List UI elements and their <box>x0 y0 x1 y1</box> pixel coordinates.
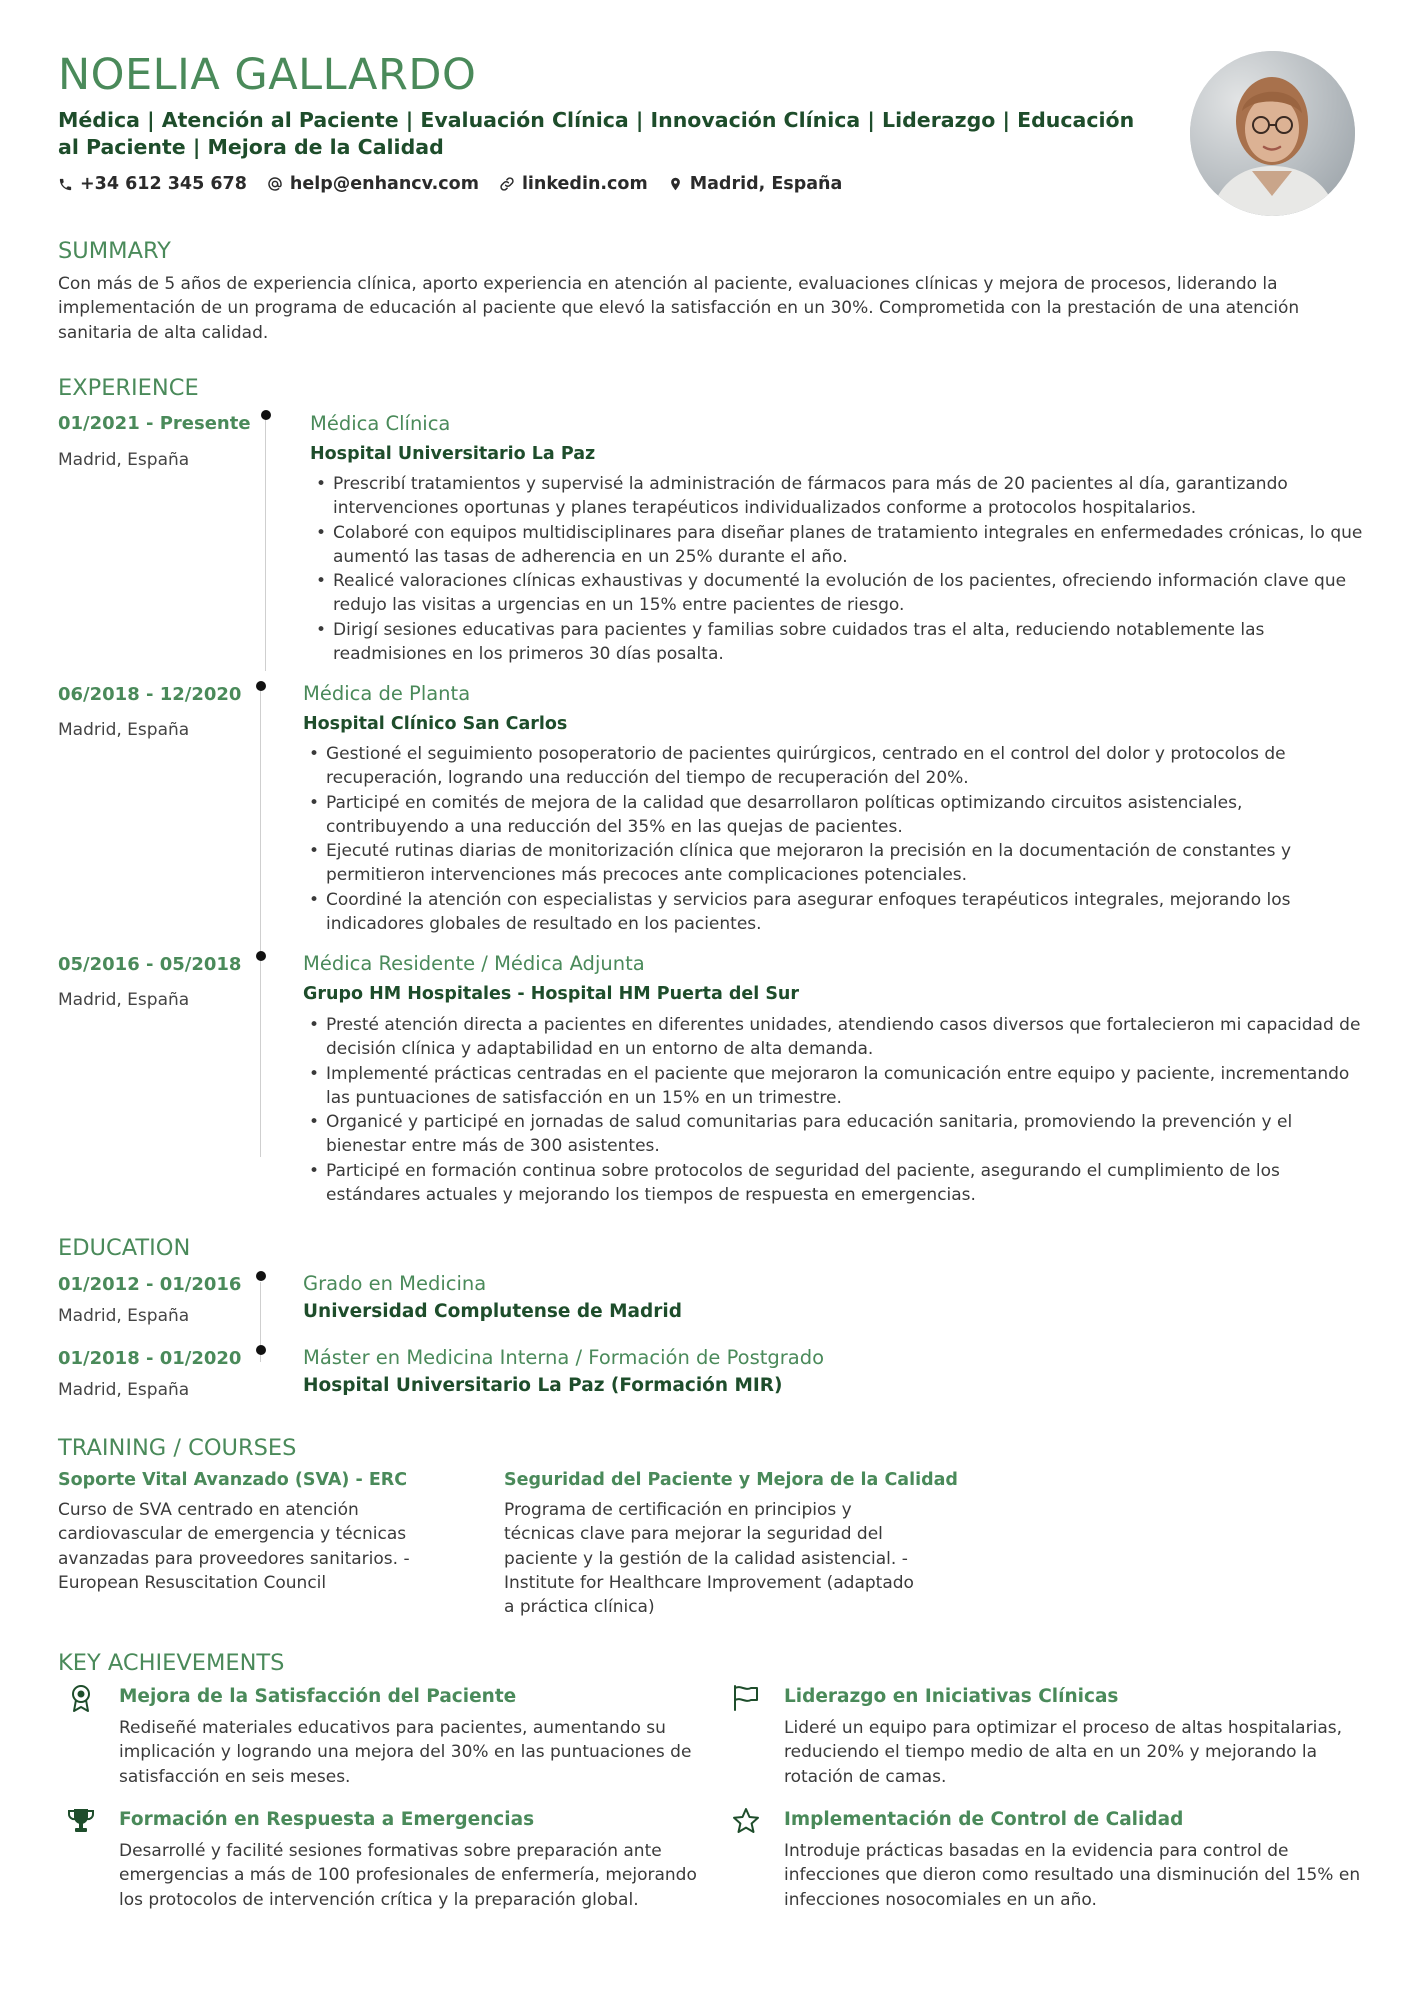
education-degree: Máster en Medicina Interna / Formación de Postgrado <box>303 1346 825 1369</box>
timeline-dot <box>256 1345 266 1355</box>
achievement-description: Rediseñé materiales educativos para pacientes, aumentando su implicación y logrando una mejora del 30% en las puntuaciones de satisfacción en seis meses. <box>119 1718 692 1787</box>
timeline-dot <box>256 681 266 691</box>
contact-linkedin-text: linkedin.com <box>521 174 648 194</box>
summary-text: Con más de 5 años de experiencia clínica, aporto experiencia en atención al paciente, evaluaciones clínicas y mejora de procesos, liderando la implementación de un programa de educación al paciente que elevó la satisfacción en un 30%. Comprometida con la prestación de una atención sanitaria de alta calidad. <box>58 274 1300 343</box>
education-dates: 01/2012 - 01/2016 <box>58 1274 242 1295</box>
job-bullets <box>303 1013 1370 1207</box>
job-title: Médica de Planta <box>303 682 471 705</box>
trophy-icon <box>66 1806 96 1836</box>
list-item: • Implementé prácticas centradas en el paciente que mejoraron la comunicación entre equipo y paciente, incrementando las puntuaciones de satisfacción en un 15% en un trimestre. <box>303 1062 1370 1111</box>
job-location: Madrid, España <box>58 990 190 1010</box>
job-title: Médica Clínica <box>310 412 451 435</box>
location-pin-icon <box>668 176 683 192</box>
achievement-title: Mejora de la Satisfacción del Paciente <box>119 1686 517 1707</box>
list-item: • Realicé valoraciones clínicas exhaustivas y documenté la evolución de los pacientes, ofreciendo información clave que redujo las visitas a urgencias en un 15% entre pacientes de riesgo. <box>310 569 1370 618</box>
timeline-line <box>265 416 266 671</box>
contact-linkedin[interactable] <box>499 174 648 194</box>
list-item: • Organicé y participé en jornadas de salud comunitarias para educación sanitaria, promoviendo la prevención y el bienestar entre más de 300 asistentes. <box>303 1110 1370 1159</box>
achievement-description: Lideré un equipo para optimizar el proceso de altas hospitalarias, reduciendo el tiempo medio de alta en un 20% y mejorando la rotación de camas. <box>784 1718 1342 1787</box>
education-school: Hospital Universitario La Paz (Formación MIR) <box>303 1375 783 1396</box>
timeline-dot <box>261 410 271 420</box>
job-bullets <box>303 742 1370 936</box>
phone-icon <box>58 177 73 192</box>
course-title: Seguridad del Paciente y Mejora de la Calidad <box>504 1470 958 1490</box>
education-heading: EDUCATION <box>58 1235 191 1261</box>
award-icon <box>66 1683 96 1713</box>
job-dates: 05/2016 - 05/2018 <box>58 954 242 975</box>
achievement-title: Formación en Respuesta a Emergencias <box>119 1809 535 1830</box>
list-item: • Ejecuté rutinas diarias de monitorización clínica que mejoraron la precisión en la documentación de constantes y permitieron intervenciones más precoces ante complicaciones potenciales. <box>303 839 1370 888</box>
achievements-heading: KEY ACHIEVEMENTS <box>58 1650 285 1676</box>
headline: Médica | Atención al Paciente | Evaluación Clínica | Innovación Clínica | Liderazgo | Educación al Paciente | Mejora de la Calidad <box>58 108 1135 159</box>
contact-email-text: help@enhancv.com <box>289 174 479 194</box>
job-dates: 01/2021 - Presente <box>58 413 251 434</box>
timeline-dot <box>256 951 266 961</box>
summary-heading: SUMMARY <box>58 238 171 264</box>
timeline-line <box>260 686 261 956</box>
flag-icon <box>731 1683 761 1713</box>
list-item: • Participé en formación continua sobre protocolos de seguridad del paciente, asegurando el cumplimiento de los estándares actuales y mejorando los tiempos de respuesta en emergencias. <box>303 1159 1370 1208</box>
course-description: Curso de SVA centrado en atención cardiovascular de emergencia y técnicas avanzadas para proveedores sanitarios. - European Resuscitation Council <box>58 1500 410 1593</box>
job-location: Madrid, España <box>58 450 190 470</box>
list-item: • Participé en comités de mejora de la calidad que desarrollaron políticas optimizando circuitos asistenciales, contribuyendo a una reducción del 35% en las quejas de pacientes. <box>303 791 1370 840</box>
candidate-name: NOELIA GALLARDO <box>58 50 477 100</box>
timeline-dot <box>256 1271 266 1281</box>
list-item: • Gestioné el seguimiento posoperatorio de pacientes quirúrgicos, centrado en el control del dolor y protocolos de recuperación, logrando una reducción del tiempo de recuperación del 20%. <box>303 742 1370 791</box>
achievement-title: Implementación de Control de Calidad <box>784 1809 1184 1830</box>
education-location: Madrid, España <box>58 1380 190 1400</box>
list-item: • Coordiné la atención con especialistas y servicios para asegurar enfoques terapéuticos integrales, mejorando los indicadores globales de resultado en los pacientes. <box>303 888 1370 937</box>
profile-photo <box>1190 51 1355 216</box>
training-heading: TRAINING / COURSES <box>58 1435 297 1461</box>
contact-bar <box>58 174 842 194</box>
contact-email[interactable] <box>267 174 479 194</box>
list-item: • Prescribí tratamientos y supervisé la administración de fármacos para más de 20 pacientes al día, garantizando intervenciones oportunas y planes terapéuticos individualizados conforme a protocolos hospitalarios. <box>310 472 1370 521</box>
job-company: Hospital Universitario La Paz <box>310 444 596 464</box>
contact-location-text: Madrid, España <box>689 174 843 194</box>
course-description: Programa de certificación en principios y técnicas clave para mejorar la seguridad del paciente y la gestión de la calidad asistencial. - Institute for Healthcare Improvement (adaptado a práctica clínica) <box>504 1500 914 1618</box>
contact-phone-text: +34 612 345 678 <box>80 174 247 194</box>
list-item: • Presté atención directa a pacientes en diferentes unidades, atendiendo casos diversos que fortalecieron mi capacidad de decisión clínica y adaptabilidad en un entorno de alta demanda. <box>303 1013 1370 1062</box>
job-company: Grupo HM Hospitales - Hospital HM Puerta del Sur <box>303 984 800 1004</box>
course-title: Soporte Vital Avanzado (SVA) - ERC <box>58 1470 408 1490</box>
achievement-description: Introduje prácticas basadas en la evidencia para control de infecciones que dieron como resultado una disminución del 15% en infecciones nosocomiales en un año. <box>784 1841 1361 1910</box>
job-location: Madrid, España <box>58 720 190 740</box>
contact-phone <box>58 174 247 194</box>
education-location: Madrid, España <box>58 1306 190 1326</box>
job-company: Hospital Clínico San Carlos <box>303 714 568 734</box>
list-item: • Dirigí sesiones educativas para pacientes y familias sobre cuidados tras el alta, reduciendo notablemente las readmisiones en los primeros 30 días posalta. <box>310 618 1370 667</box>
contact-location <box>668 174 843 194</box>
education-school: Universidad Complutense de Madrid <box>303 1301 682 1322</box>
timeline-line <box>260 957 261 1157</box>
star-icon <box>731 1806 761 1836</box>
achievement-description: Desarrollé y facilité sesiones formativas sobre preparación ante emergencias a más de 100 profesionales de enfermería, mejorando los protocolos de intervención crítica y la preparación global. <box>119 1841 697 1910</box>
achievement-title: Liderazgo en Iniciativas Clínicas <box>784 1686 1119 1707</box>
job-title: Médica Residente / Médica Adjunta <box>303 952 645 975</box>
job-dates: 06/2018 - 12/2020 <box>58 684 242 705</box>
education-dates: 01/2018 - 01/2020 <box>58 1348 242 1369</box>
at-icon <box>267 176 283 192</box>
education-degree: Grado en Medicina <box>303 1272 487 1295</box>
list-item: • Colaboré con equipos multidisciplinares para diseñar planes de tratamiento integrales en enfermedades crónicas, lo que aumentó las tasas de adherencia en un 25% durante el año. <box>310 521 1370 570</box>
experience-heading: EXPERIENCE <box>58 375 199 401</box>
link-icon <box>499 176 515 192</box>
job-bullets <box>310 472 1370 666</box>
